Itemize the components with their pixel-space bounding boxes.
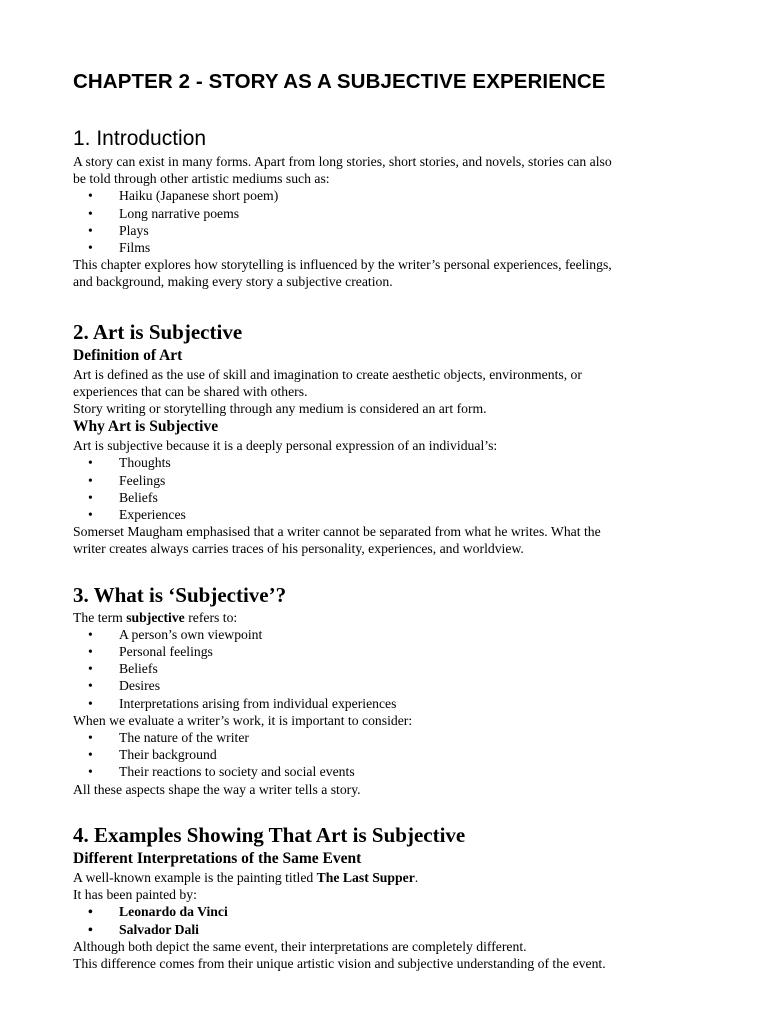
list-item: • Beliefs — [88, 661, 158, 677]
list-item: • Their background — [88, 747, 217, 763]
section-heading-art-is-subjective: 2. Art is Subjective — [73, 319, 243, 344]
paragraph: A well-known example is the painting titled The Last Supper. — [73, 869, 419, 885]
list-item: • Thoughts — [88, 455, 171, 471]
list-item: • Long narrative poems — [88, 205, 240, 221]
subheading-why-art-is-subjective: Why Art is Subjective — [73, 418, 219, 436]
paragraph: It has been painted by: — [73, 887, 197, 903]
paragraph: Art is defined as the use of skill and imagination to create aesthetic objects, environments, or experiences that can be shared with others. Story writing or storytelling through any medium is considered an art form. — [73, 366, 582, 417]
list-item: • The nature of the writer — [88, 730, 249, 746]
list-item: • Plays — [88, 222, 149, 238]
list-item: • Leonardo da Vinci — [88, 904, 228, 920]
bullet-list-painters — [73, 903, 693, 937]
list-item: • Experiences — [88, 507, 186, 523]
chapter-title: CHAPTER 2 - STORY AS A SUBJECTIVE EXPERIENCE — [73, 70, 606, 93]
section-heading-introduction: 1. Introduction — [73, 127, 207, 150]
list-item: • Beliefs — [88, 489, 158, 505]
section-art-is-subjective — [73, 318, 693, 558]
list-item: • Their reactions to society and social events — [88, 764, 355, 780]
subheading-definition-of-art: Definition of Art — [73, 346, 183, 364]
paragraph: All these aspects shape the way a writer tells a story. — [73, 781, 361, 797]
list-item: • A person’s own viewpoint — [88, 626, 263, 642]
paragraph: The term subjective refers to: — [73, 609, 238, 625]
paragraph: Although both depict the same event, their interpretations are completely different. — [73, 938, 527, 954]
paragraph: This chapter explores how storytelling is influenced by the writer’s personal experiences, feelings, and background, making every story a subjective creation. — [73, 257, 612, 290]
section-heading-examples: 4. Examples Showing That Art is Subjective — [73, 822, 466, 847]
bullet-list-considerations — [73, 729, 693, 781]
list-item: • Personal feelings — [88, 644, 213, 660]
section-examples — [73, 821, 693, 972]
document-body — [73, 125, 693, 972]
section-what-is-subjective — [73, 581, 693, 798]
paragraph: Somerset Maugham emphasised that a writer cannot be separated from what he writes. What the writer creates always carries traces of his personality, experiences, and worldview. — [73, 524, 601, 557]
list-item: • Films — [88, 240, 151, 256]
paragraph: A story can exist in many forms. Apart from long stories, short stories, and novels, stories can also be told through other artistic mediums such as: — [73, 154, 612, 187]
section-introduction — [73, 125, 693, 291]
subheading-different-interpretations: Different Interpretations of the Same Event — [73, 849, 362, 867]
section-heading-what-is-subjective: 3. What is ‘Subjective’? — [73, 582, 287, 607]
paragraph: Art is subjective because it is a deeply personal expression of an individual’s: — [73, 438, 498, 454]
bullet-list-mediums — [73, 187, 693, 256]
list-item: • Salvador Dali — [88, 921, 199, 937]
list-item: • Desires — [88, 678, 161, 694]
paragraph: This difference comes from their unique artistic vision and subjective understanding of the event. — [73, 955, 606, 971]
list-item: • Interpretations arising from individual experiences — [88, 695, 397, 711]
bullet-list-subjective-meanings — [73, 626, 693, 712]
bullet-list-expressions — [73, 454, 693, 523]
paragraph: When we evaluate a writer’s work, it is important to consider: — [73, 712, 413, 728]
list-item: • Haiku (Japanese short poem) — [88, 188, 279, 204]
list-item: • Feelings — [88, 472, 166, 488]
